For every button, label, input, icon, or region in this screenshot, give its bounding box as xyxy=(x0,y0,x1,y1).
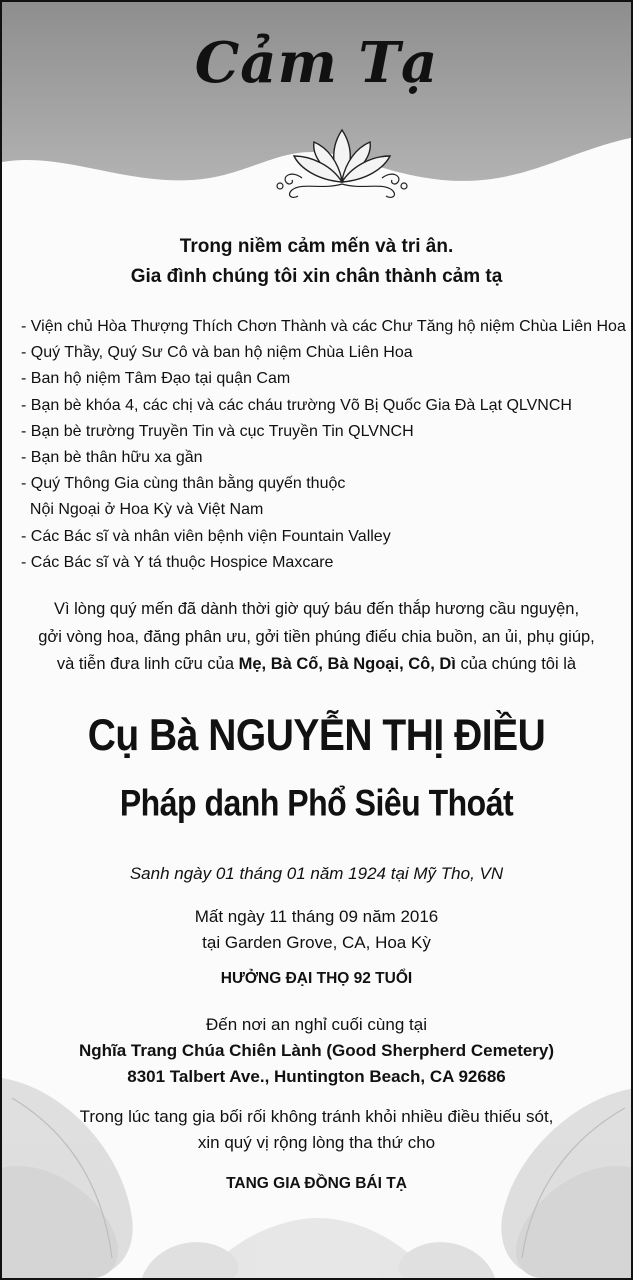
thanks-list xyxy=(21,314,626,576)
death-date: Mất ngày 11 tháng 09 năm 2016 xyxy=(194,907,439,926)
lotus-icon xyxy=(262,120,422,200)
paragraph-line: Vì lòng quý mến đã dành thời giờ quý báu đến thắp hương cầu nguyện, xyxy=(53,600,580,618)
page-title: Cảm Tạ xyxy=(194,30,439,96)
relationship-titles: Mẹ, Bà Cố, Bà Ngoại, Cô, Dì xyxy=(238,655,456,673)
list-item: - Quý Thầy, Quý Sư Cô và ban hộ niệm Chùa Liên Hoa xyxy=(21,344,413,362)
list-item: - Các Bác sĩ và nhân viên bệnh viện Fountain Valley xyxy=(21,527,391,545)
list-item: - Quý Thông Gia cùng thân bằng quyến thuộc xyxy=(21,475,346,493)
list-item: - Bạn bè trường Truyền Tin và cục Truyền Tin QLVNCH xyxy=(21,422,414,440)
death-info xyxy=(2,904,631,956)
age-line: HƯỞNG ĐẠI THỌ 92 TUỔI xyxy=(220,970,413,987)
paragraph-line xyxy=(2,651,631,679)
intro-line: Trong niềm cảm mến và tri ân. xyxy=(179,236,454,257)
cemetery-name: Nghĩa Trang Chúa Chiên Lành (Good Sherpherd Cemetery) xyxy=(78,1041,555,1060)
intro-line: Gia đình chúng tôi xin chân thành cảm tạ xyxy=(130,266,503,287)
closing-line: Trong lúc tang gia bối rối không tránh khỏi nhiều điều thiếu sót, xyxy=(79,1107,554,1126)
list-item: - Bạn bè khóa 4, các chị và các cháu trường Võ Bị Quốc Gia Đà Lạt QLVNCH xyxy=(21,396,572,414)
family-signature: TANG GIA ĐỒNG BÁI TẠ xyxy=(226,1175,407,1192)
closing-line: xin quý vị rộng lòng tha thứ cho xyxy=(197,1133,436,1152)
list-item: - Bạn bè thân hữu xa gần xyxy=(21,449,203,467)
death-place: tại Garden Grove, CA, Hoa Kỳ xyxy=(202,933,431,952)
paragraph-text: và tiễn đưa linh cữu của xyxy=(56,655,239,673)
resting-place-intro: Đến nơi an nghỉ cuối cùng tại xyxy=(206,1015,427,1034)
paragraph-line: gởi vòng hoa, đăng phân ưu, gởi tiền phúng điếu chia buồn, an ủi, phụ giúp, xyxy=(38,627,595,646)
list-item: - Ban hộ niệm Tâm Đạo tại quận Cam xyxy=(21,370,291,388)
cemetery-address: 8301 Talbert Ave., Huntington Beach, CA 92686 xyxy=(127,1067,506,1086)
list-item: - Viện chủ Hòa Thượng Thích Chơn Thành và các Chư Tăng hộ niệm Chùa Liên Hoa xyxy=(21,318,626,335)
closing-note xyxy=(2,1104,631,1156)
dharma-name: Pháp danh Phổ Siêu Thoát xyxy=(119,782,514,824)
paragraph-text: của chúng tôi là xyxy=(455,655,577,673)
gratitude-paragraph xyxy=(2,596,631,679)
list-item: Nội Ngoại ở Hoa Kỳ và Việt Nam xyxy=(21,501,264,519)
list-item: - Các Bác sĩ và Y tá thuộc Hospice Maxcare xyxy=(21,553,334,571)
birth-info: Sanh ngày 01 tháng 01 năm 1924 tại Mỹ Tho, VN xyxy=(129,864,504,883)
deceased-name: Cụ Bà NGUYỄN THỊ ĐIỀU xyxy=(87,710,546,761)
intro-block xyxy=(2,232,631,292)
